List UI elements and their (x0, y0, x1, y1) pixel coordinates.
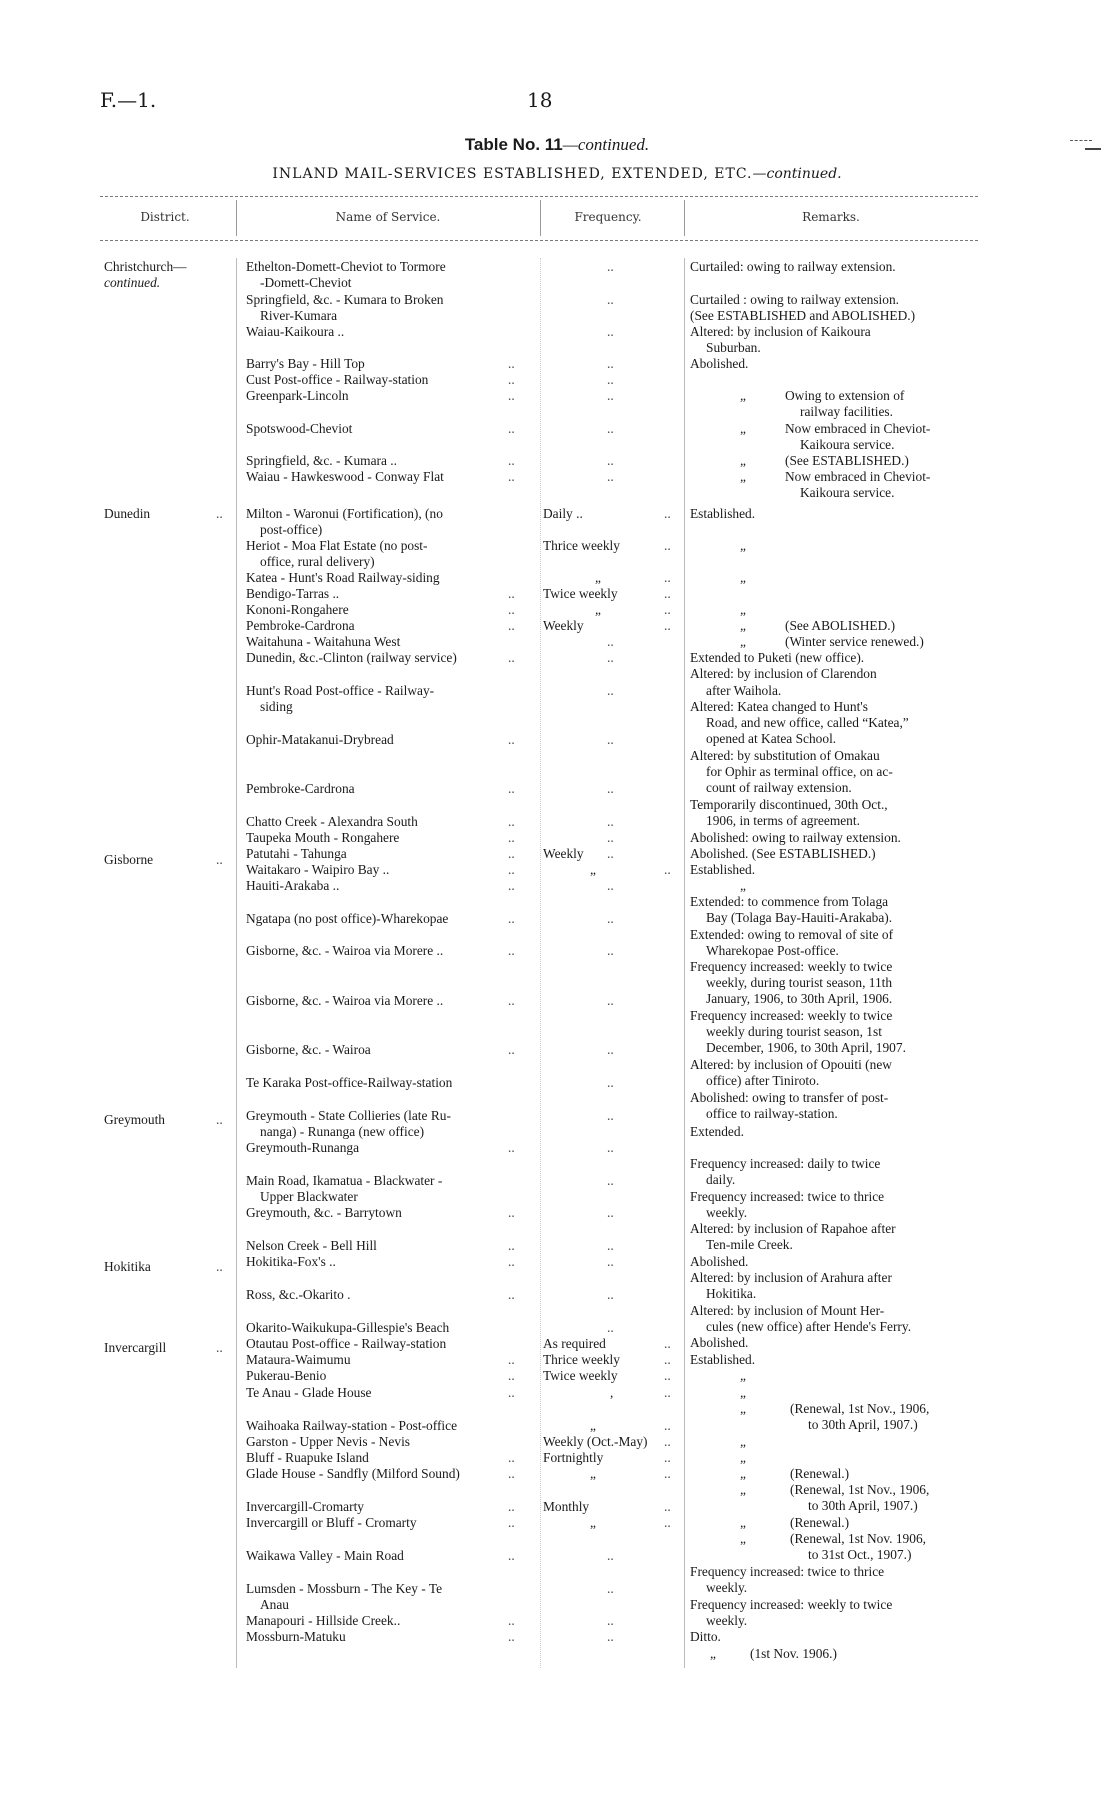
frequency-leader-dots: .. (607, 1173, 614, 1188)
frequency-value-5: Weekly (543, 618, 584, 633)
service-name-15: Katea - Hunt's Road Railway-siding (246, 570, 440, 585)
frequency-leader-dots: .. (607, 732, 614, 747)
frequency-leader-dots: .. (664, 506, 671, 521)
page-number: 18 (527, 88, 553, 112)
remark-text-18: „ (740, 538, 746, 553)
vline-2 (540, 200, 541, 236)
table-title: Table No. 11—continued. (464, 135, 650, 154)
service-name-18: Pembroke-Cardrona (246, 618, 355, 633)
remark-text-64: Altered: by inclusion of Mount Her- (690, 1303, 885, 1318)
remark-text-6: „ (740, 388, 746, 403)
frequency-leader-dots: .. (607, 830, 614, 845)
service-name-17: Kononi-Rongahere (246, 602, 349, 617)
frequency-value-16: Monthly (543, 1499, 590, 1514)
col-head-frequency: Frequency. (574, 210, 642, 224)
frequency-leader-dots: .. (664, 1434, 671, 1449)
service-leader-dots: .. (508, 1613, 515, 1628)
service-name-52: Glade House - Sandfly (Milford Sound) (246, 1466, 460, 1481)
table-subtitle: INLAND MAIL-SERVICES ESTABLISHED, EXTENDED, ETC.—continued. (272, 166, 842, 182)
service-name-3: River-Kumara (260, 308, 338, 323)
remark-text-50: Altered: by inclusion of Opouiti (new (690, 1057, 892, 1072)
frequency-value-10: Twice weekly (543, 1368, 618, 1383)
service-name-48: Te Anau - Glade House (246, 1385, 372, 1400)
service-leader-dots: .. (508, 372, 515, 387)
frequency-leader-dots: .. (664, 570, 671, 585)
remark-text-44: Frequency increased: weekly to twice (690, 959, 893, 974)
service-name-27: Patutahi - Tahunga (246, 846, 347, 861)
frequency-leader-dots: .. (607, 1548, 614, 1563)
service-leader-dots: .. (508, 1205, 515, 1220)
remark-text-0: Curtailed: owing to railway extension. (690, 259, 896, 274)
service-name-11: Milton - Waronui (Fortification), (no (246, 506, 443, 521)
service-name-1: -Domett-Cheviot (260, 275, 352, 290)
service-leader-dots: .. (508, 1368, 515, 1383)
service-name-49: Waihoaka Railway-station - Post-office (246, 1418, 458, 1433)
service-leader-dots: .. (508, 862, 515, 877)
service-name-28: Waitakaro - Waipiro Bay .. (246, 862, 390, 877)
frequency-leader-dots: .. (607, 911, 614, 926)
frequency-leader-dots: .. (607, 1042, 614, 1057)
service-leader-dots: .. (508, 1140, 515, 1155)
frequency-leader-dots: .. (607, 1320, 614, 1335)
remark-text-73: „ (740, 1434, 746, 1449)
remark-text-49: December, 1906, to 30th April, 1907. (706, 1040, 906, 1055)
frequency-leader-dots: .. (664, 862, 671, 877)
remark-text-19: „ (740, 570, 746, 585)
service-leader-dots: .. (508, 618, 515, 633)
remark-text-75: „ (740, 1466, 746, 1481)
remark-text-78: (Renewal, 1st Nov., 1906, (790, 1482, 930, 1497)
remark-text-15: Now embraced in Cheviot- (785, 469, 931, 484)
frequency-leader-dots: .. (607, 1140, 614, 1155)
remark-text-52: Abolished: owing to transfer of post- (690, 1090, 889, 1105)
remark-text-60: Ten-mile Creek. (706, 1237, 793, 1252)
frequency-value-8: As required (543, 1336, 606, 1351)
service-leader-dots: .. (508, 1450, 515, 1465)
service-leader-dots: .. (508, 1515, 515, 1530)
district-label-6: Invercargill (104, 1340, 167, 1355)
frequency-value-15: „ (590, 1466, 596, 1481)
service-name-55: Waikawa Valley - Main Road (246, 1548, 404, 1563)
frequency-value-13: Weekly (Oct.-May) (543, 1434, 648, 1449)
remark-text-45: weekly, during tourist season, 11th (706, 975, 893, 990)
service-name-47: Pukerau-Benio (246, 1368, 327, 1383)
service-name-37: Greymouth-Runanga (246, 1140, 360, 1155)
service-leader-dots: .. (508, 1385, 515, 1400)
remark-text-51: office) after Tiniroto. (706, 1073, 820, 1088)
remark-text-58: weekly. (706, 1205, 748, 1220)
service-name-58: Manapouri - Hillside Creek.. (246, 1613, 401, 1628)
remark-text-14: „ (740, 469, 746, 484)
service-name-0: Ethelton-Domett-Cheviot to Tormore (246, 259, 446, 274)
service-name-32: Gisborne, &c. - Wairoa via Morere .. (246, 993, 444, 1008)
remark-text-22: (See ABOLISHED.) (785, 618, 896, 633)
service-name-51: Bluff - Ruapuke Island (246, 1450, 369, 1465)
service-leader-dots: .. (508, 453, 515, 468)
service-leader-dots: .. (508, 1042, 515, 1057)
service-name-7: Greenpark-Lincoln (246, 388, 349, 403)
remark-text-65: cules (new office) after Hende's Ferry. (706, 1319, 912, 1334)
service-leader-dots: .. (508, 993, 515, 1008)
service-leader-dots: .. (508, 1499, 515, 1514)
service-leader-dots: .. (508, 1254, 515, 1269)
header-rule (100, 240, 978, 241)
remark-text-79: to 30th April, 1907.) (808, 1498, 918, 1513)
remark-text-54: Extended. (690, 1124, 744, 1139)
remark-text-81: (Renewal.) (790, 1515, 850, 1530)
remark-text-53: office to railway-station. (706, 1106, 838, 1121)
service-leader-dots: .. (508, 781, 515, 796)
service-leader-dots: .. (508, 1352, 515, 1367)
frequency-value-9: Thrice weekly (543, 1352, 620, 1367)
remark-text-76: (Renewal.) (790, 1466, 850, 1481)
service-leader-dots: .. (508, 830, 515, 845)
frequency-leader-dots: .. (664, 1418, 671, 1433)
service-leader-dots: .. (508, 1238, 515, 1253)
frequency-leader-dots: .. (607, 1613, 614, 1628)
remark-text-3: Altered: by inclusion of Kaikoura (690, 324, 871, 339)
remark-text-39: „ (740, 878, 746, 893)
frequency-leader-dots: .. (607, 943, 614, 958)
service-name-25: Chatto Creek - Alexandra South (246, 814, 418, 829)
remark-text-91: (1st Nov. 1906.) (750, 1646, 837, 1661)
remark-text-31: Altered: by substitution of Omakau (690, 748, 880, 763)
frequency-leader-dots: .. (607, 1205, 614, 1220)
frequency-leader-dots: .. (607, 1629, 614, 1644)
remark-text-89: Ditto. (690, 1629, 721, 1644)
frequency-leader-dots: .. (607, 846, 614, 861)
remark-text-69: „ (740, 1385, 746, 1400)
remark-text-17: Established. (690, 506, 756, 521)
service-leader-dots: .. (508, 814, 515, 829)
frequency-leader-dots: .. (664, 1499, 671, 1514)
service-name-24: Pembroke-Cardrona (246, 781, 355, 796)
remark-text-10: Now embraced in Cheviot- (785, 421, 931, 436)
frequency-leader-dots: .. (607, 1108, 614, 1123)
service-name-59: Mossburn-Matuku (246, 1629, 346, 1644)
frequency-leader-dots: .. (607, 1254, 614, 1269)
service-name-30: Ngatapa (no post office)-Wharekopae (246, 911, 449, 926)
service-name-36: nanga) - Runanga (new office) (260, 1124, 425, 1139)
service-name-45: Otautau Post-office - Railway-station (246, 1336, 447, 1351)
service-leader-dots: .. (508, 650, 515, 665)
remark-text-35: 1906, in terms of agreement. (706, 813, 860, 828)
remark-text-20: „ (740, 602, 746, 617)
remark-text-21: „ (740, 618, 746, 633)
remark-text-11: Kaikoura service. (800, 437, 895, 452)
service-name-26: Taupeka Mouth - Rongahere (246, 830, 400, 845)
service-leader-dots: .. (508, 846, 515, 861)
remark-text-82: „ (740, 1531, 746, 1546)
service-name-40: Greymouth, &c. - Barrytown (246, 1205, 402, 1220)
vline-service (236, 258, 237, 1668)
service-name-38: Main Road, Ikamatua - Blackwater - (246, 1173, 443, 1188)
service-name-31: Gisborne, &c. - Wairoa via Morere .. (246, 943, 444, 958)
remark-text-83: (Renewal, 1st Nov. 1906, (790, 1531, 926, 1546)
service-name-14: office, rural delivery) (260, 554, 375, 569)
remark-text-61: Abolished. (690, 1254, 749, 1269)
service-name-39: Upper Blackwater (260, 1189, 358, 1204)
frequency-value-0: Daily .. (543, 506, 583, 521)
frequency-leader-dots: .. (607, 421, 614, 436)
service-name-33: Gisborne, &c. - Wairoa (246, 1042, 371, 1057)
vline-3 (684, 200, 685, 236)
remark-text-34: Temporarily discontinued, 30th Oct., (690, 797, 888, 812)
service-name-43: Ross, &c.-Okarito . (246, 1287, 351, 1302)
district-label-1: continued. (104, 275, 161, 290)
remark-text-74: „ (740, 1450, 746, 1465)
service-leader-dots: .. (508, 1548, 515, 1563)
frequency-value-17: „ (590, 1515, 596, 1530)
remark-text-30: opened at Katea School. (706, 731, 837, 746)
service-name-5: Barry's Bay - Hill Top (246, 356, 365, 371)
frequency-leader-dots: .. (607, 814, 614, 829)
frequency-leader-dots: .. (607, 1238, 614, 1253)
district-label-5: Hokitika (104, 1259, 151, 1274)
remark-text-80: „ (740, 1515, 746, 1530)
remark-text-88: weekly. (706, 1613, 748, 1628)
frequency-leader-dots: .. (607, 683, 614, 698)
remark-text-77: „ (740, 1482, 746, 1497)
service-leader-dots: .. (508, 1629, 515, 1644)
remark-text-71: (Renewal, 1st Nov., 1906, (790, 1401, 930, 1416)
service-name-34: Te Karaka Post-office-Railway-station (246, 1075, 453, 1090)
remark-text-24: (Winter service renewed.) (785, 634, 924, 649)
frequency-value-1: Thrice weekly (543, 538, 620, 553)
col-head-remarks: Remarks. (802, 210, 860, 224)
remark-text-70: „ (740, 1401, 746, 1416)
service-leader-dots: .. (508, 1466, 515, 1481)
service-name-22: siding (260, 699, 293, 714)
remark-text-23: „ (740, 634, 746, 649)
frequency-leader-dots: .. (607, 1581, 614, 1596)
remark-text-56: daily. (706, 1172, 736, 1187)
vline-1 (236, 200, 237, 236)
frequency-leader-dots: .. (607, 372, 614, 387)
service-name-19: Waitahuna - Waitahuna West (246, 634, 401, 649)
frequency-leader-dots: .. (607, 1287, 614, 1302)
remark-text-27: after Waihola. (706, 683, 782, 698)
service-name-23: Ophir-Matakanui-Drybread (246, 732, 394, 747)
frequency-leader-dots: .. (664, 1450, 671, 1465)
service-name-41: Nelson Creek - Bell Hill (246, 1238, 377, 1253)
frequency-leader-dots: .. (664, 1336, 671, 1351)
remark-text-66: Abolished. (690, 1335, 749, 1350)
service-name-2: Springfield, &c. - Kumara to Broken (246, 292, 444, 307)
frequency-leader-dots: .. (664, 602, 671, 617)
service-name-9: Springfield, &c. - Kumara .. (246, 453, 397, 468)
service-name-46: Mataura-Waimumu (246, 1352, 351, 1367)
service-leader-dots: .. (508, 732, 515, 747)
page-header-left: F.—1. (100, 88, 157, 112)
frequency-leader-dots: .. (607, 388, 614, 403)
service-name-8: Spotswood-Cheviot (246, 421, 353, 436)
frequency-leader-dots: .. (607, 650, 614, 665)
remark-text-8: railway facilities. (800, 404, 893, 419)
remark-text-62: Altered: by inclusion of Arahura after (690, 1270, 892, 1285)
frequency-leader-dots: .. (607, 878, 614, 893)
frequency-leader-dots: .. (607, 634, 614, 649)
service-leader-dots: .. (508, 421, 515, 436)
remark-text-12: „ (740, 453, 746, 468)
district-leader-dots: .. (216, 852, 223, 867)
frequency-value-12: „ (590, 1418, 596, 1433)
remark-text-85: Frequency increased: twice to thrice (690, 1564, 885, 1579)
service-leader-dots: .. (508, 943, 515, 958)
remark-text-2: (See ESTABLISHED and ABOLISHED.) (690, 308, 916, 323)
remark-text-55: Frequency increased: daily to twice (690, 1156, 881, 1171)
remark-text-90: „ (710, 1646, 716, 1661)
remark-text-5: Abolished. (690, 356, 749, 371)
remark-text-67: Established. (690, 1352, 756, 1367)
remark-text-48: weekly during tourist season, 1st (706, 1024, 882, 1039)
frequency-leader-dots: .. (607, 356, 614, 371)
service-leader-dots: .. (508, 911, 515, 926)
frequency-leader-dots: .. (664, 1466, 671, 1481)
remark-text-36: Abolished: owing to railway extension. (690, 830, 901, 845)
remark-text-9: „ (740, 421, 746, 436)
remark-text-47: Frequency increased: weekly to twice (690, 1008, 893, 1023)
district-label-4: Greymouth (104, 1112, 165, 1127)
remark-text-72: to 30th April, 1907.) (808, 1417, 918, 1432)
service-name-10: Waiau - Hawkeswood - Conway Flat (246, 469, 444, 484)
remark-text-42: Extended: owing to removal of site of (690, 927, 894, 942)
remark-text-41: Bay (Tolaga Bay-Hauiti-Arakaba). (706, 910, 893, 925)
frequency-value-7: „ (590, 862, 596, 877)
district-leader-dots: .. (216, 1112, 223, 1127)
frequency-leader-dots: .. (664, 1515, 671, 1530)
service-name-20: Dunedin, &c.-Clinton (railway service) (246, 650, 457, 665)
frequency-leader-dots: .. (607, 259, 614, 274)
remark-text-86: weekly. (706, 1580, 748, 1595)
service-name-42: Hokitika-Fox's .. (246, 1254, 336, 1269)
frequency-leader-dots: .. (664, 618, 671, 633)
vline-remarks (684, 258, 685, 1668)
service-name-13: Heriot - Moa Flat Estate (no post- (246, 538, 428, 553)
remark-text-28: Altered: Katea changed to Hunt's (690, 699, 868, 714)
frequency-leader-dots: .. (664, 1368, 671, 1383)
service-leader-dots: .. (508, 878, 515, 893)
remark-text-13: (See ESTABLISHED.) (785, 453, 909, 468)
frequency-value-6: Weekly (543, 846, 584, 861)
district-label-2: Dunedin (104, 506, 151, 521)
frequency-leader-dots: .. (607, 453, 614, 468)
remark-text-38: Established. (690, 862, 756, 877)
frequency-leader-dots: .. (664, 538, 671, 553)
remark-text-37: Abolished. (See ESTABLISHED.) (690, 846, 876, 861)
remark-text-63: Hokitika. (706, 1286, 757, 1301)
service-name-50: Garston - Upper Nevis - Nevis (246, 1434, 410, 1449)
remark-text-1: Curtailed : owing to railway extension. (690, 292, 899, 307)
top-rule (100, 196, 978, 197)
service-name-53: Invercargill-Cromarty (246, 1499, 364, 1514)
frequency-value-4: „ (595, 602, 601, 617)
col-head-service: Name of Service. (335, 210, 441, 224)
remark-text-4: Suburban. (706, 340, 761, 355)
service-leader-dots: .. (508, 388, 515, 403)
frequency-leader-dots: .. (607, 292, 614, 307)
service-leader-dots: .. (508, 602, 515, 617)
service-name-44: Okarito-Waikukupa-Gillespie's Beach (246, 1320, 450, 1335)
service-name-21: Hunt's Road Post-office - Railway- (246, 683, 435, 698)
frequency-leader-dots: .. (664, 586, 671, 601)
service-leader-dots: .. (508, 586, 515, 601)
remark-text-40: Extended: to commence from Tolaga (690, 894, 889, 909)
frequency-leader-dots: .. (664, 1352, 671, 1367)
remark-text-46: January, 1906, to 30th April, 1906. (706, 991, 893, 1006)
remark-text-84: to 31st Oct., 1907.) (808, 1547, 912, 1562)
remark-text-25: Extended to Puketi (new office). (690, 650, 865, 665)
service-name-57: Anau (260, 1597, 290, 1612)
remark-text-7: Owing to extension of (785, 388, 905, 403)
remark-text-16: Kaikoura service. (800, 485, 895, 500)
frequency-value-3: Twice weekly (543, 586, 618, 601)
service-name-12: post-office) (260, 522, 323, 537)
service-leader-dots: .. (508, 469, 515, 484)
service-leader-dots: .. (508, 1287, 515, 1302)
district-leader-dots: .. (216, 506, 223, 521)
remark-text-26: Altered: by inclusion of Clarendon (690, 666, 877, 681)
remark-text-33: count of railway extension. (706, 780, 852, 795)
frequency-leader-dots: .. (607, 324, 614, 339)
frequency-leader-dots: .. (607, 1075, 614, 1090)
frequency-leader-dots: .. (607, 469, 614, 484)
district-leader-dots: .. (216, 1259, 223, 1274)
district-leader-dots: .. (216, 1340, 223, 1355)
service-name-29: Hauiti-Arakaba .. (246, 878, 340, 893)
remark-text-68: „ (740, 1368, 746, 1383)
service-name-35: Greymouth - State Collieries (late Ru- (246, 1108, 451, 1123)
remark-text-32: for Ophir as terminal office, on ac- (706, 764, 893, 779)
service-name-16: Bendigo-Tarras .. (246, 586, 340, 601)
col-head-district: District. (140, 210, 190, 224)
frequency-value-14: Fortnightly (543, 1450, 604, 1465)
remark-text-57: Frequency increased: twice to thrice (690, 1189, 885, 1204)
frequency-value-2: „ (595, 570, 601, 585)
frequency-leader-dots: .. (664, 1385, 671, 1400)
remark-text-43: Wharekopae Post-office. (706, 943, 839, 958)
service-name-54: Invercargill or Bluff - Cromarty (246, 1515, 417, 1530)
vline-frequency (540, 258, 541, 1668)
district-label-3: Gisborne (104, 852, 154, 867)
service-name-6: Cust Post-office - Railway-station (246, 372, 429, 387)
remark-text-29: Road, and new office, called “Katea,” (706, 715, 909, 730)
frequency-leader-dots: .. (607, 781, 614, 796)
district-label-0: Christchurch— (104, 259, 187, 274)
service-leader-dots: .. (508, 356, 515, 371)
remark-text-59: Altered: by inclusion of Rapahoe after (690, 1221, 896, 1236)
remark-text-87: Frequency increased: weekly to twice (690, 1597, 893, 1612)
frequency-value-11: , (610, 1385, 614, 1400)
service-name-4: Waiau-Kaikoura .. (246, 324, 345, 339)
service-name-56: Lumsden - Mossburn - The Key - Te (246, 1581, 443, 1596)
frequency-leader-dots: .. (607, 993, 614, 1008)
